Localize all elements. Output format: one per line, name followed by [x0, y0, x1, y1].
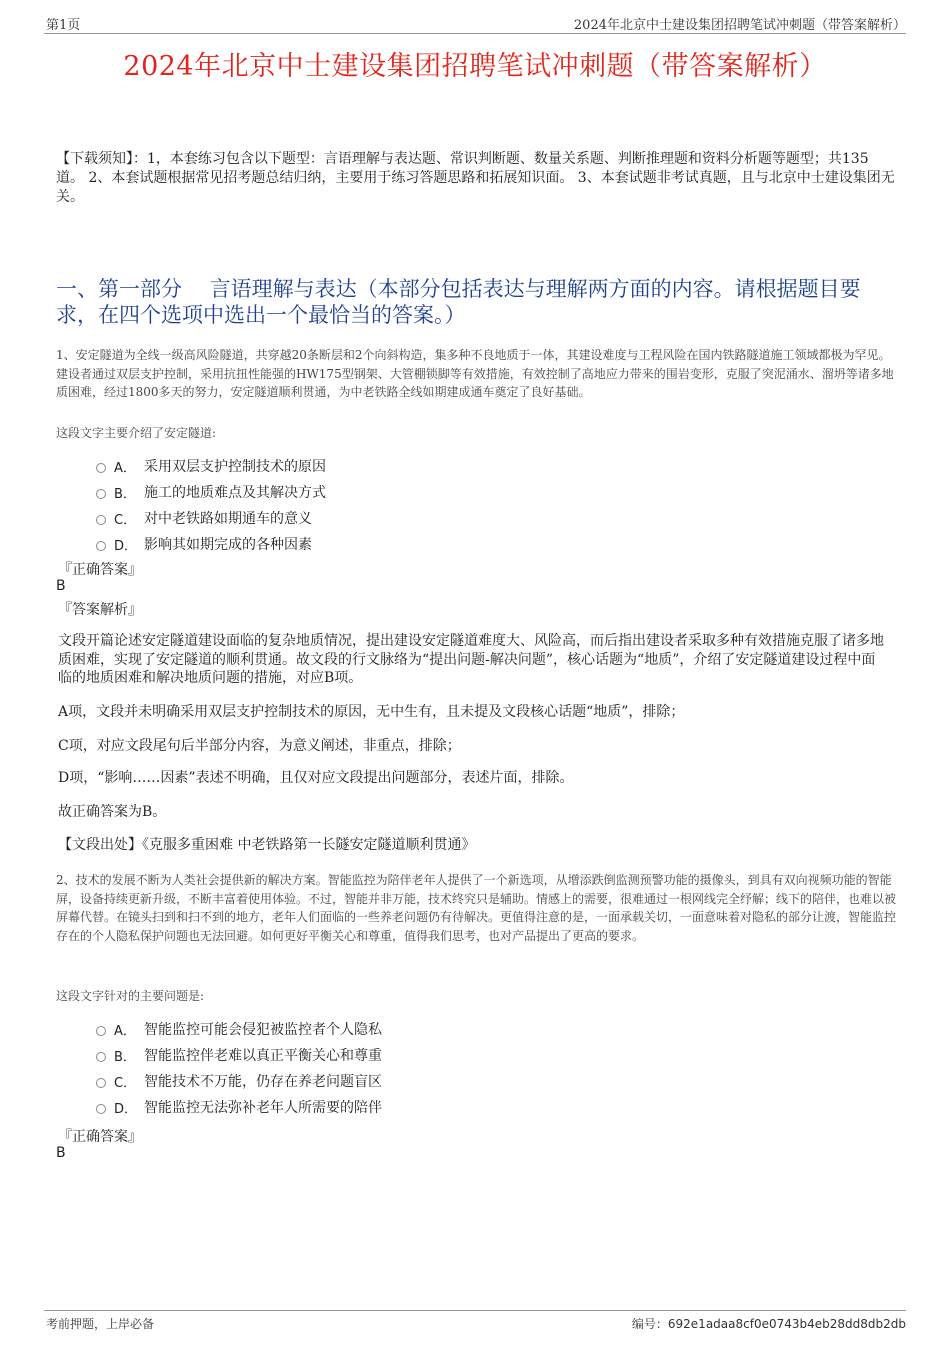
question-2-option-b[interactable]: [96, 1045, 382, 1065]
question-1-option-b[interactable]: [96, 482, 326, 502]
question-1-option-c[interactable]: [96, 508, 312, 528]
answer-value: B: [56, 578, 66, 594]
answer-label: 『正确答案』: [58, 562, 142, 578]
option-text: 采用双层支护控制技术的原因: [144, 459, 326, 475]
radio-icon[interactable]: [96, 1078, 106, 1088]
analysis-label: 『答案解析』: [58, 602, 142, 618]
option-letter: C．: [114, 512, 137, 528]
page-number: 第1页: [46, 18, 81, 33]
option-letter: A．: [114, 460, 136, 476]
option-text: 对中老铁路如期通车的意义: [144, 511, 312, 527]
option-text: 智能监控伴老难以真正平衡关心和尊重: [144, 1048, 382, 1064]
question-1-option-d[interactable]: [96, 534, 312, 554]
question-1-option-a[interactable]: [96, 456, 326, 476]
footer-slogan: 考前押题，上岸必备: [46, 1317, 155, 1331]
header-doc-title: 2024年北京中士建设集团招聘笔试冲刺题（带答案解析）: [573, 18, 906, 33]
question-2-option-a[interactable]: [96, 1019, 382, 1039]
header-divider: [44, 33, 906, 34]
question-1-prompt: 这段文字主要介绍了安定隧道:: [56, 426, 217, 440]
analysis-paragraph: 文段开篇论述安定隧道建设面临的复杂地质情况，提出建设安定隧道难度大、风险高，而后指出建设者采取多种有效措施克服了诸多地质困难，实现了安定隧道的顺利贯通。故文段的行文脉络为“提出问题-解决问题”，核心话题为“地质”，介绍了安定隧道建设过程中面临的地质困难和解决地质问题的措施，对应B项。: [58, 633, 884, 686]
question-1-text: 1、安定隧道为全线一级高风险隧道，共穿越20条断层和2个向斜构造，集多种不良地质于一体，其建设难度与工程风险在国内铁路隧道施工领域都极为罕见。建设者通过双层支护控制，采用抗扭性能强的HW175型钢架、大管棚锁脚等有效措施，有效控制了高地应力带来的围岩变形，克服了突泥涌水、溜坍等诸多地质困难，经过1800多天的努力，安定隧道顺利贯通，为中老铁路全线如期建成通车奠定了良好基础。: [56, 348, 894, 399]
doc-id-label: 编号：: [631, 1317, 668, 1331]
radio-icon[interactable]: [96, 1104, 106, 1114]
answer-value: B: [56, 1145, 66, 1161]
analysis-paragraph: D项，“影响……因素”表述不明确，且仅对应文段提出问题部分，表述片面，排除。: [58, 770, 574, 786]
radio-icon[interactable]: [96, 541, 106, 551]
option-letter: B．: [114, 486, 136, 502]
option-text: 影响其如期完成的各种因素: [144, 537, 312, 553]
question-2-option-c[interactable]: [96, 1071, 382, 1091]
option-letter: D．: [114, 1101, 138, 1117]
download-notice: 【下载须知】：1，本套练习包含以下题型：言语理解与表达题、常识判断题、数量关系题、判断推理题和资料分析题等题型；共135道。 2、本套试题根据常见招考题总结归纳，主要用于练习答题思路和拓展知识面。 3、本套试题非考试真题，且与北京中士建设集团无关。: [56, 151, 895, 205]
option-text: 智能监控可能会侵犯被监控者个人隐私: [144, 1022, 382, 1038]
question-2-text: 2、技术的发展不断为人类社会提供新的解决方案。智能监控为陪伴老年人提供了一个新选项，从增添跌倒监测预警功能的摄像头，到具有双向视频功能的智能屏，设备持续更新升级，不断丰富着使用体验。不过，智能并非万能，技术终究只是辅助。情感上的需要，很难通过一根网线完全纾解；线下的陪伴，也难以被屏幕代替。在镜头扫到和扫不到的地方，老年人们面临的一些养老问题仍有待解决。更值得注意的是，一面承载关切，一面意味着对隐私的部分让渡，智能监控存在的个人隐私保护问题也无法回避。如何更好平衡关心和尊重，值得我们思考，也对产品提出了更高的要求。: [56, 873, 897, 943]
option-letter: D．: [114, 538, 138, 554]
analysis-paragraph: 故正确答案为B。: [58, 804, 167, 820]
footer-document-id: [632, 1315, 906, 1332]
radio-icon[interactable]: [96, 1052, 106, 1062]
option-letter: B．: [114, 1049, 136, 1065]
footer-divider: [44, 1310, 906, 1311]
option-text: 智能技术不万能，仍存在养老问题盲区: [144, 1074, 382, 1090]
question-2-option-d[interactable]: [96, 1097, 382, 1117]
doc-id-value: 692e1adaa8cf0e0743b4eb28dd8db2db: [667, 1317, 906, 1331]
question-2-prompt: 这段文字针对的主要问题是:: [56, 989, 205, 1003]
answer-label: 『正确答案』: [58, 1129, 142, 1145]
option-letter: A．: [114, 1023, 136, 1039]
option-letter: C．: [114, 1075, 137, 1091]
radio-icon[interactable]: [96, 515, 106, 525]
radio-icon[interactable]: [96, 463, 106, 473]
source-citation: 【文段出处】《克服多重困难 中老铁路第一长隧安定隧道顺利贯通》: [58, 837, 476, 853]
radio-icon[interactable]: [96, 489, 106, 499]
analysis-paragraph: A项，文段并未明确采用双层支护控制技术的原因，无中生有，且未提及文段核心话题“地质”，排除；: [58, 704, 685, 720]
analysis-paragraph: C项，对应文段尾句后半部分内容，为意义阐述，非重点，排除；: [58, 738, 461, 754]
radio-icon[interactable]: [96, 1026, 106, 1036]
section-heading: 一、第一部分 言语理解与表达（本部分包括表达与理解两方面的内容。请根据题目要求，在四个选项中选出一个最恰当的答案。）: [56, 277, 861, 327]
page-title: 2024年北京中士建设集团招聘笔试冲刺题（带答案解析）: [123, 51, 827, 82]
option-text: 施工的地质难点及其解决方式: [144, 485, 326, 501]
option-text: 智能监控无法弥补老年人所需要的陪伴: [144, 1100, 382, 1116]
